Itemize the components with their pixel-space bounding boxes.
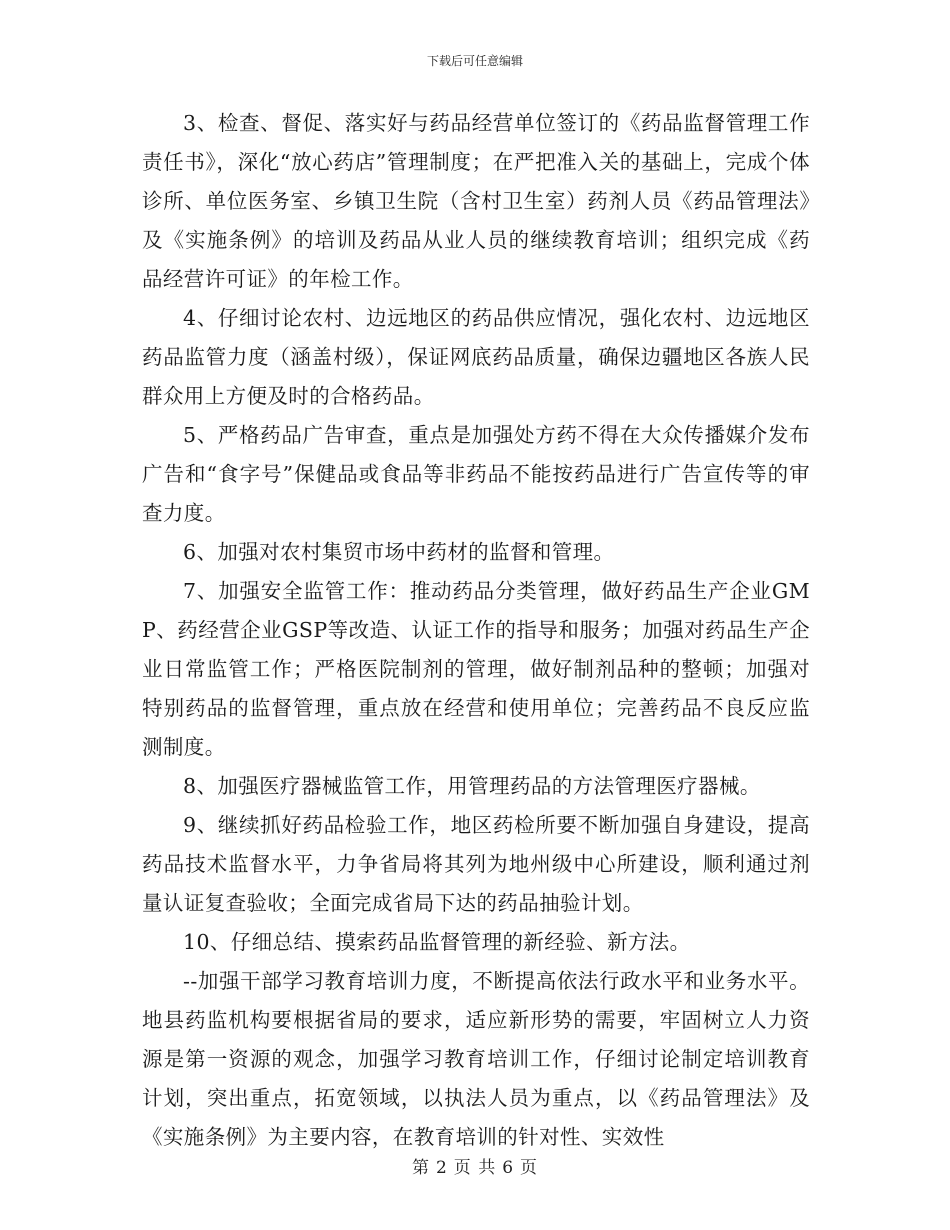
footer-middle: 页 共 [453,1158,497,1178]
paragraph-item-7: 7、加强安全监管工作：推动药品分类管理，做好药品生产企业GMP、药经营企业GSP等改造、认证工作的指导和服务；加强对药品生产企业日常监管工作；严格医院制剂的管理，做好制剂品种的整顿；加强对特别药品的监督管理，重点放在经营和使用单位；完善药品不良反应监测制度。 [142,579,810,759]
paragraph-item-8: 8、加强医疗器械监管工作，用管理药品的方法管理医疗器械。 [183,774,761,798]
total-page-count: 6 [502,1158,515,1178]
page-number-footer [0,1153,950,1178]
paragraph-item-4: 4、仔细讨论农村、边远地区的药品供应情况，强化农村、边远地区药品监管力度（涵盖村级），保证网底药品质量，确保边疆地区各族人民群众用上方便及时的合格药品。 [142,306,810,408]
current-page-number: 2 [435,1158,448,1178]
paragraph-item-10: 10、仔细总结、摸索药品监督管理的新经验、新方法。 [183,930,691,954]
paragraph-item-5: 5、严格药品广告审查，重点是加强处方药不得在大众传播媒介发布广告和“食字号”保健品或食品等非药品不能按药品进行广告宣传等的审查力度。 [142,423,810,525]
paragraph-training: --加强干部学习教育培训力度，不断提高依法行政水平和业务水平。地县药监机构要根据省局的要求，适应新形势的需要，牢固树立人力资源是第一资源的观念，加强学习教育培训工作，仔细讨论制定培训教育计划，突出重点，拓宽领域，以执法人员为重点，以《药品管理法》及《实施条例》为主要内容，在教育培训的针对性、实效性 [142,969,810,1149]
footer-suffix: 页 [520,1158,539,1178]
footer-prefix: 第 [411,1158,430,1178]
paragraph-item-3: 3、检查、督促、落实好与药品经营单位签订的《药品监督管理工作责任书》，深化“放心药店”管理制度；在严把准入关的基础上，完成个体诊所、单位医务室、乡镇卫生院（含村卫生室）药剂人员《药品管理法》及《实施条例》的培训及药品从业人员的继续教育培训；组织完成《药品经营许可证》的年检工作。 [142,111,810,291]
page-header: 下载后可任意编辑 [426,54,523,68]
paragraph-item-6: 6、加强对农村集贸市场中药材的监督和管理。 [183,540,615,564]
document-body [142,104,810,1157]
paragraph-item-9: 9、继续抓好药品检验工作，地区药检所要不断加强自身建设，提高药品技术监督水平，力争省局将其列为地州级中心所建设，顺利通过剂量认证复查验收；全面完成省局下达的药品抽验计划。 [142,813,810,915]
